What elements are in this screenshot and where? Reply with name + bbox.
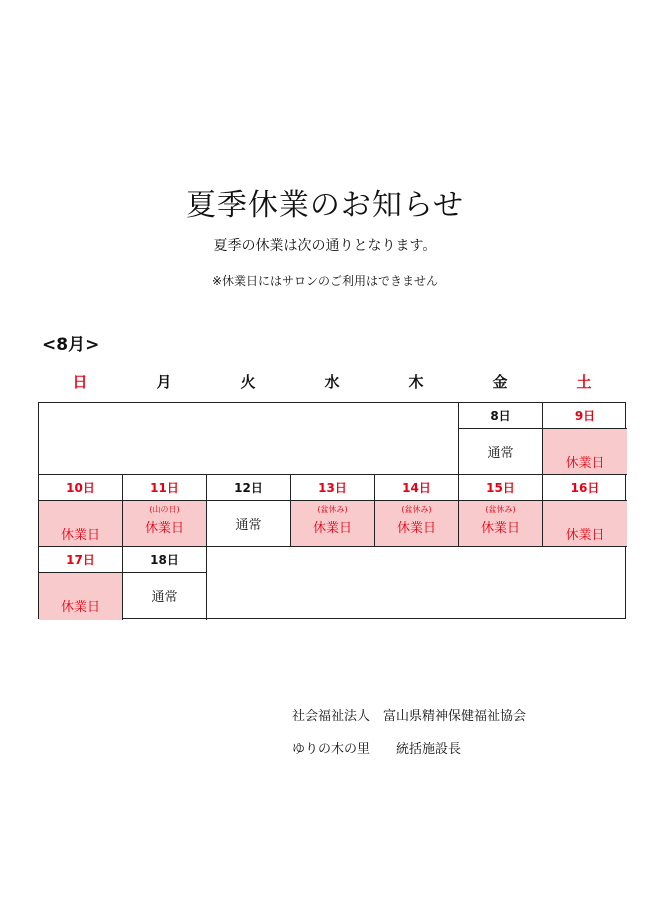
subtitle: 夏季の休業は次の通りとなります。 [213, 238, 437, 254]
day-status: 休業日 [396, 521, 436, 536]
day-body [543, 429, 627, 474]
day-status: 休業日 [312, 521, 352, 536]
day-reason: (盆休み) [317, 505, 348, 514]
usage-note: ※休業日にはサロンのご利用はできません [211, 274, 439, 288]
day-reason: (山の日) [149, 505, 180, 514]
day-reason: (盆休み) [401, 505, 432, 514]
weekday-tuesday: 火 [240, 373, 256, 391]
day-date: 16日 [543, 475, 627, 501]
day-date: 11日 [123, 475, 206, 501]
day-reason: (盆休み) [485, 505, 516, 514]
weekday-monday: 月 [156, 373, 172, 391]
page-title: 夏季休業のお知らせ [185, 188, 465, 223]
day-cell-10 [39, 475, 123, 547]
day-cell-17 [39, 547, 123, 620]
day-status: 休業日 [565, 528, 605, 543]
day-status: 休業日 [480, 521, 520, 536]
day-body [39, 573, 122, 620]
day-body [291, 501, 374, 546]
day-body [123, 501, 206, 546]
month-label: <8月> [42, 335, 100, 355]
day-status: 休業日 [144, 521, 184, 536]
day-cell-16 [543, 475, 627, 547]
day-date: 9日 [543, 403, 627, 429]
day-cell-11 [123, 475, 207, 547]
weekday-sunday: 日 [72, 373, 88, 391]
day-body [207, 501, 290, 546]
calendar-grid [38, 402, 626, 619]
day-status: 通常 [235, 518, 262, 533]
day-status: 休業日 [565, 456, 605, 471]
day-body [39, 501, 122, 546]
day-date: 14日 [375, 475, 458, 501]
day-cell-14 [375, 475, 459, 547]
day-body [123, 573, 206, 620]
day-cell-13 [291, 475, 375, 547]
empty-cell [207, 547, 627, 620]
day-date: 8日 [459, 403, 542, 429]
signature-organization: 社会福祉法人 富山県精神保健福祉協会 [292, 709, 527, 724]
empty-cell [39, 403, 459, 475]
day-body [543, 501, 627, 546]
day-cell-18 [123, 547, 207, 620]
day-body [375, 501, 458, 546]
day-date: 12日 [207, 475, 290, 501]
weekday-thursday: 木 [408, 373, 424, 391]
day-date: 10日 [39, 475, 122, 501]
day-body [459, 429, 542, 474]
weekday-wednesday: 水 [324, 373, 340, 391]
day-cell-9 [543, 403, 627, 475]
signature-director: ゆりの木の里 統括施設長 [292, 742, 462, 757]
day-cell-15 [459, 475, 543, 547]
day-cell-12 [207, 475, 291, 547]
day-cell-8 [459, 403, 543, 475]
day-status: 通常 [151, 590, 178, 605]
day-status: 休業日 [60, 528, 100, 543]
weekday-friday: 金 [492, 373, 508, 391]
day-date: 13日 [291, 475, 374, 501]
day-body [459, 501, 542, 546]
weekday-saturday: 土 [576, 373, 592, 391]
day-date: 18日 [123, 547, 206, 573]
weekday-header [38, 371, 626, 395]
day-date: 15日 [459, 475, 542, 501]
day-status: 通常 [487, 446, 514, 461]
day-status: 休業日 [60, 600, 100, 615]
day-date: 17日 [39, 547, 122, 573]
